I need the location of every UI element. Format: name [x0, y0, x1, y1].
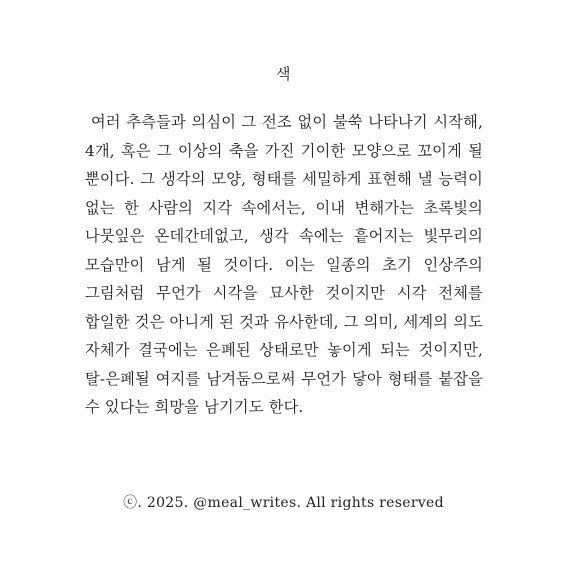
page-title: 색: [276, 65, 291, 83]
body-paragraph: 여러 추측들과 의심이 그 전조 없이 불쑥 나타나기 시작해, 4개, 혹은 그 이상의 축을 가진 기이한 모양으로 꼬이게 될 뿐이다. 그 생각의 모양, 형태를 세밀하게 표현해 낼 능력이 없는 한 사람의 지각 속에서는, 이내 변해가는 초록빛의 나뭇잎은 온데간데없고, 생각 속에는 흩어지는 빛무리의 모습만이 남게 될 것이다. 이는 일종의 초기 인상주의 그림처럼 무언가 시각을 묘사한 것이지만 시각 전체를 합일한 것은 아니게 된 것과 유사한데, 그 의미, 세계의 의도 자체가 결국에는 은폐된 상태로만 놓이게 되는 것이지만, 탈-은폐될 여지를 남겨둠으로써 무언가 닿아 형태를 붙잡을 수 있다는 희망을 남기기도 한다.: [85, 113, 483, 416]
copyright-footer: ⓒ. 2025. @meal_writes. All rights reserved: [123, 495, 444, 511]
